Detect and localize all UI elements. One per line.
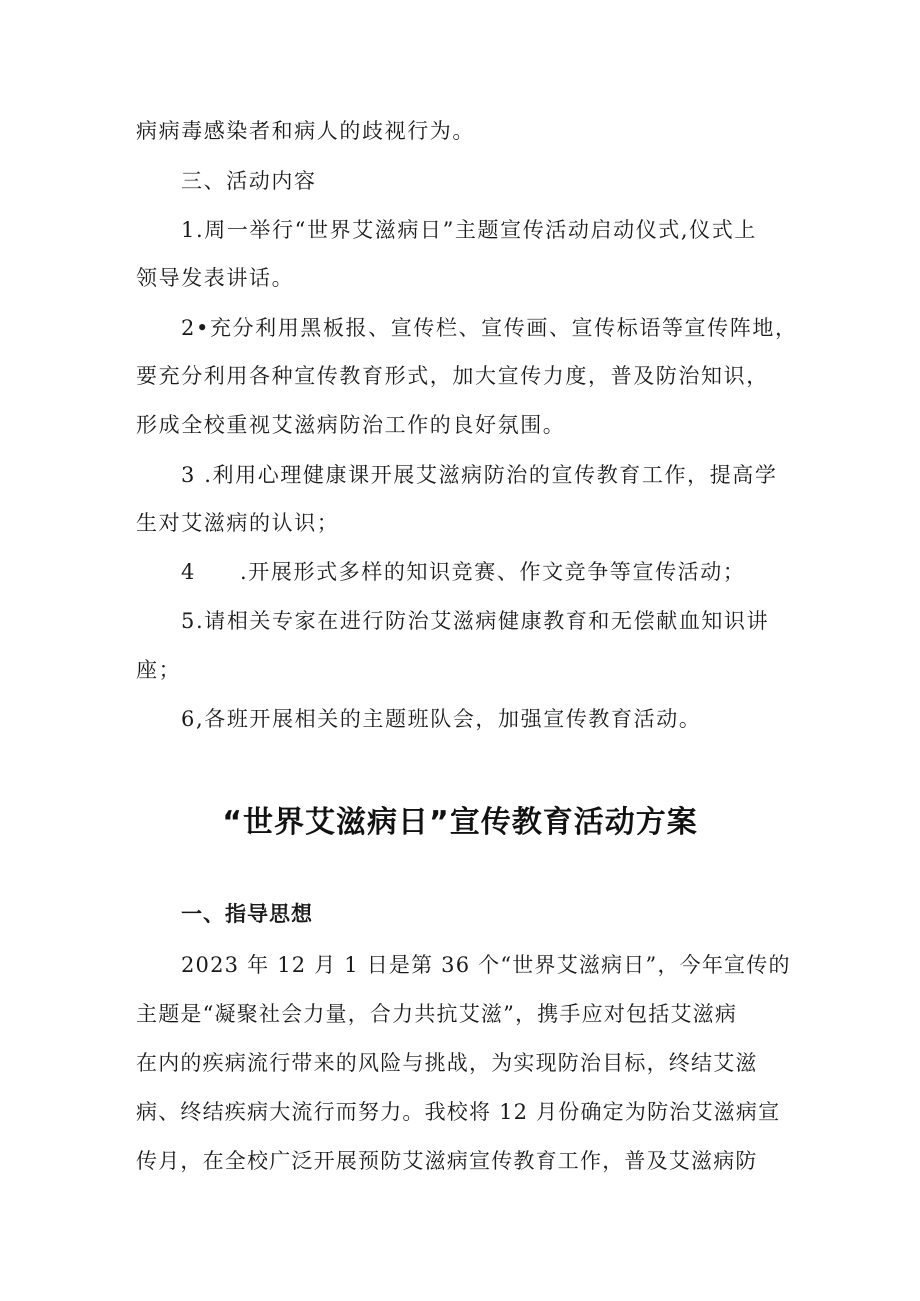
item-2-line-1: 2•充分利用黑板报、宣传栏、宣传画、宣传标语等宣传阵地， [181, 316, 798, 340]
paragraph-line-2: 主题是“凝聚社会力量，合力共抗艾滋”，携手应对包括艾滋病 [136, 1002, 738, 1026]
paragraph-line-3: 在内的疾病流行带来的风险与挑战，为实现防治目标，终结艾滋 [136, 1051, 758, 1075]
paragraph-line-4: 病、终结疾病大流行而努力。我校将 12 月份确定为防治艾滋病宣 [136, 1100, 781, 1124]
document-title: “世界艾滋病日”宣传教育活动方案 [222, 805, 698, 840]
item-1-line-2: 领导发表讲话。 [136, 266, 295, 290]
continuation-line: 病病毒感染者和病人的歧视行为。 [136, 119, 475, 143]
item-1-line-1: 1.周一举行“世界艾滋病日”主题宣传活动启动仪式,仪式上 [181, 218, 757, 242]
paragraph-line-1: 2023 年 12 月 1 日是第 36 个“世界艾滋病日”，今年宣传的 [181, 953, 791, 977]
item-3-line-2: 生对艾滋病的认识； [136, 511, 340, 535]
item-4-number: 4 [181, 560, 196, 584]
paragraph-line-5: 传月，在全校广泛开展预防艾滋病宣传教育工作，普及艾滋病防 [136, 1149, 758, 1173]
item-4-text: .开展形式多样的知识竞赛、作文竞争等宣传活动； [240, 560, 746, 584]
section-heading-guiding-ideology: 一、指导思想 [181, 902, 313, 926]
section-heading-activities: 三、活动内容 [181, 169, 317, 193]
item-2-line-3: 形成全校重视艾滋病防治工作的良好氛围。 [136, 413, 566, 437]
item-5-line-1: 5.请相关专家在进行防治艾滋病健康教育和无偿献血知识讲 [181, 609, 770, 633]
item-6-line-1: 6,各班开展相关的主题班队会，加强宣传教育活动。 [181, 707, 702, 731]
item-5-line-2: 座； [136, 658, 182, 682]
item-3-line-1: 3 .利用心理健康课开展艾滋病防治的宣传教育工作，提高学 [181, 463, 778, 487]
item-2-line-2: 要充分利用各种宣传教育形式，加大宣传力度，普及防治知识， [136, 364, 769, 388]
